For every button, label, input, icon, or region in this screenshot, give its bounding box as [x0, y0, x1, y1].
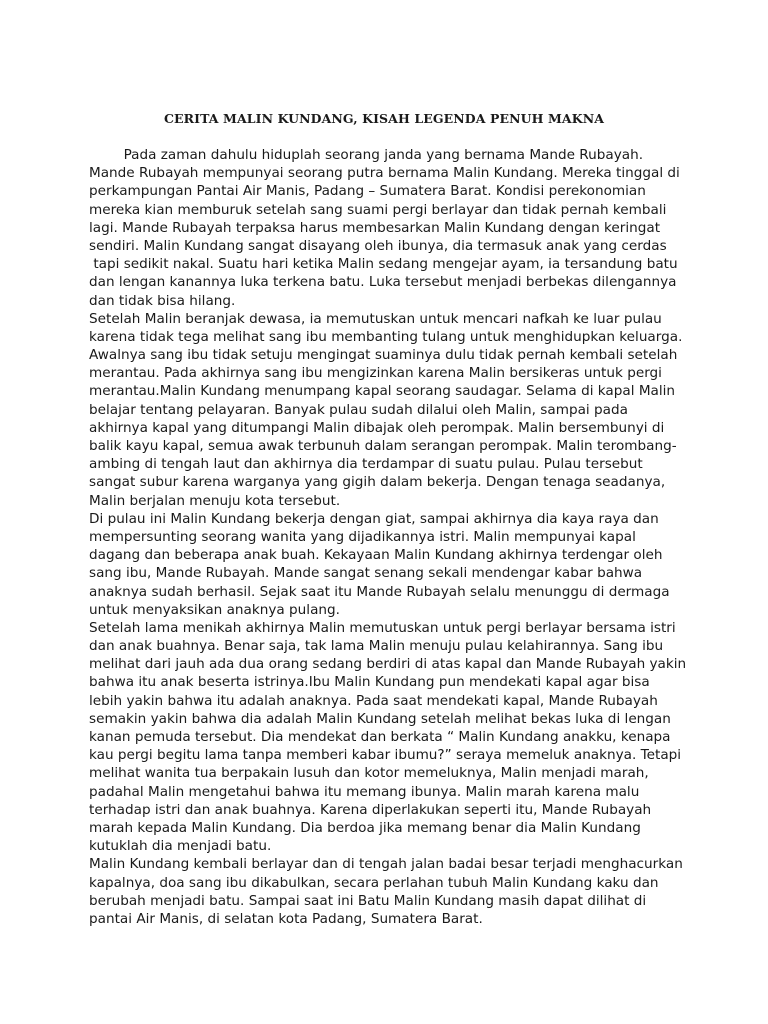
text-line: mereka kian memburuk setelah sang suami pergi berlayar dan tidak pernah kembali: [89, 201, 667, 218]
text-line: kanan pemuda tersebut. Dia mendekat dan berkata “ Malin Kundang anakku, kenapa: [89, 729, 671, 745]
text-line: Malin Kundang kembali berlayar dan di tengah jalan badai besar terjadi menghacurkan: [89, 856, 683, 873]
text-line: Mande Rubayah mempunyai seorang putra bernama Malin Kundang. Mereka tinggal di: [89, 165, 680, 182]
text-line: semakin yakin bahwa dia adalah Malin Kundang setelah melihat bekas luka di lengan: [89, 710, 671, 727]
text-line: karena tidak tega melihat sang ibu membanting tulang untuk menghidupkan keluarga.: [89, 328, 683, 345]
text-line: akhirnya kapal yang ditumpangi Malin dibajak oleh perompak. Malin bersembunyi di: [89, 419, 665, 436]
text-line: sang ibu, Mande Rubayah. Mande sangat senang sekali mendengar kabar bahwa: [89, 565, 643, 582]
text-line: Setelah lama menikah akhirnya Malin memutuskan untuk pergi berlayar bersama istri: [89, 619, 676, 636]
text-line: dagang dan beberapa anak buah. Kekayaan Malin Kundang akhirnya terdengar oleh: [89, 547, 663, 564]
text-line: kutuklah dia menjadi batu.: [89, 838, 272, 855]
text-line: terhadap istri dan anak buahnya. Karena diperlakukan seperti itu, Mande Rubayah: [89, 801, 652, 818]
text-line: mempersunting seorang wanita yang dijadikannya istri. Malin mempunyai kapal: [89, 528, 636, 545]
text-line: bahwa itu anak beserta istrinya.Ibu Malin Kundang pun mendekati kapal agar bisa: [89, 674, 650, 691]
document-body: [89, 146, 689, 928]
text-line: dan lengan kanannya luka terkena batu. Luka tersebut menjadi berbekas dilengannya: [89, 274, 677, 291]
text-line: marah kepada Malin Kundang. Dia berdoa jika memang benar dia Malin Kundang: [89, 819, 641, 836]
text-line: Di pulau ini Malin Kundang bekerja dengan giat, sampai akhirnya dia kaya raya dan: [89, 510, 659, 527]
text-line: dan tidak bisa hilang.: [89, 292, 236, 309]
text-line: perkampungan Pantai Air Manis, Padang – Sumatera Barat. Kondisi perekonomian: [89, 183, 646, 200]
text-line: tapi sedikit nakal. Suatu hari ketika Malin sedang mengejar ayam, ia tersandung batu: [89, 256, 678, 273]
text-line: padahal Malin mengetahui bahwa itu memang ibunya. Malin marah karena malu: [89, 783, 640, 800]
text-line: untuk menyaksikan anaknya pulang.: [89, 601, 340, 618]
text-line: Pada zaman dahulu hiduplah seorang janda yang bernama Mande Rubayah.: [89, 147, 644, 163]
text-line: merantau. Pada akhirnya sang ibu mengizinkan karena Malin bersikeras untuk pergi: [89, 365, 662, 382]
text-line: lebih yakin bahwa itu adalah anaknya. Pada saat mendekati kapal, Mande Rubayah: [89, 692, 658, 709]
text-line: pantai Air Manis, di selatan kota Padang, Sumatera Barat.: [89, 910, 483, 927]
text-line: belajar tentang pelayaran. Banyak pulau sudah dilalui oleh Malin, sampai pada: [89, 401, 628, 418]
text-line: anaknya sudah berhasil. Sejak saat itu Mande Rubayah selalu menunggu di dermaga: [89, 583, 670, 600]
document-title: CERITA MALIN KUNDANG, KISAH LEGENDA PENUH MAKNA: [163, 111, 605, 126]
text-line: ambing di tengah laut dan akhirnya dia terdampar di suatu pulau. Pulau tersebut: [89, 456, 643, 473]
text-line: melihat dari jauh ada dua orang sedang berdiri di atas kapal dan Mande Rubayah yakin: [89, 656, 687, 673]
text-line: sendiri. Malin Kundang sangat disayang oleh ibunya, dia termasuk anak yang cerdas: [89, 237, 667, 254]
text-line: kapalnya, doa sang ibu dikabulkan, secara perlahan tubuh Malin Kundang kaku dan: [89, 874, 659, 891]
text-line: balik kayu kapal, semua awak terbunuh dalam serangan perompak. Malin terombang-: [89, 438, 677, 454]
text-line: kau pergi begitu lama tanpa memberi kabar ibumu?” seraya memeluk anaknya. Tetapi: [89, 747, 682, 764]
text-line: melihat wanita tua berpakain lusuh dan kotor memeluknya, Malin menjadi marah,: [89, 765, 649, 782]
text-line: berubah menjadi batu. Sampai saat ini Batu Malin Kundang masih dapat dilihat di: [89, 892, 647, 909]
text-line: merantau.Malin Kundang menumpang kapal seorang saudagar. Selama di kapal Malin: [89, 383, 676, 400]
text-line: dan anak buahnya. Benar saja, tak lama Malin menuju pulau kelahirannya. Sang ibu: [89, 638, 664, 655]
text-line: Awalnya sang ibu tidak setuju mengingat suaminya dulu tidak pernah kembali setelah: [89, 347, 678, 364]
text-line: lagi. Mande Rubayah terpaksa harus membesarkan Malin Kundang dengan keringat: [89, 219, 661, 236]
text-line: sangat subur karena warganya yang gigih dalam bekerja. Dengan tenaga seadanya,: [89, 474, 666, 491]
text-line: Malin berjalan menuju kota tersebut.: [89, 492, 341, 509]
text-line: Setelah Malin beranjak dewasa, ia memutuskan untuk mencari nafkah ke luar pulau: [89, 310, 662, 327]
